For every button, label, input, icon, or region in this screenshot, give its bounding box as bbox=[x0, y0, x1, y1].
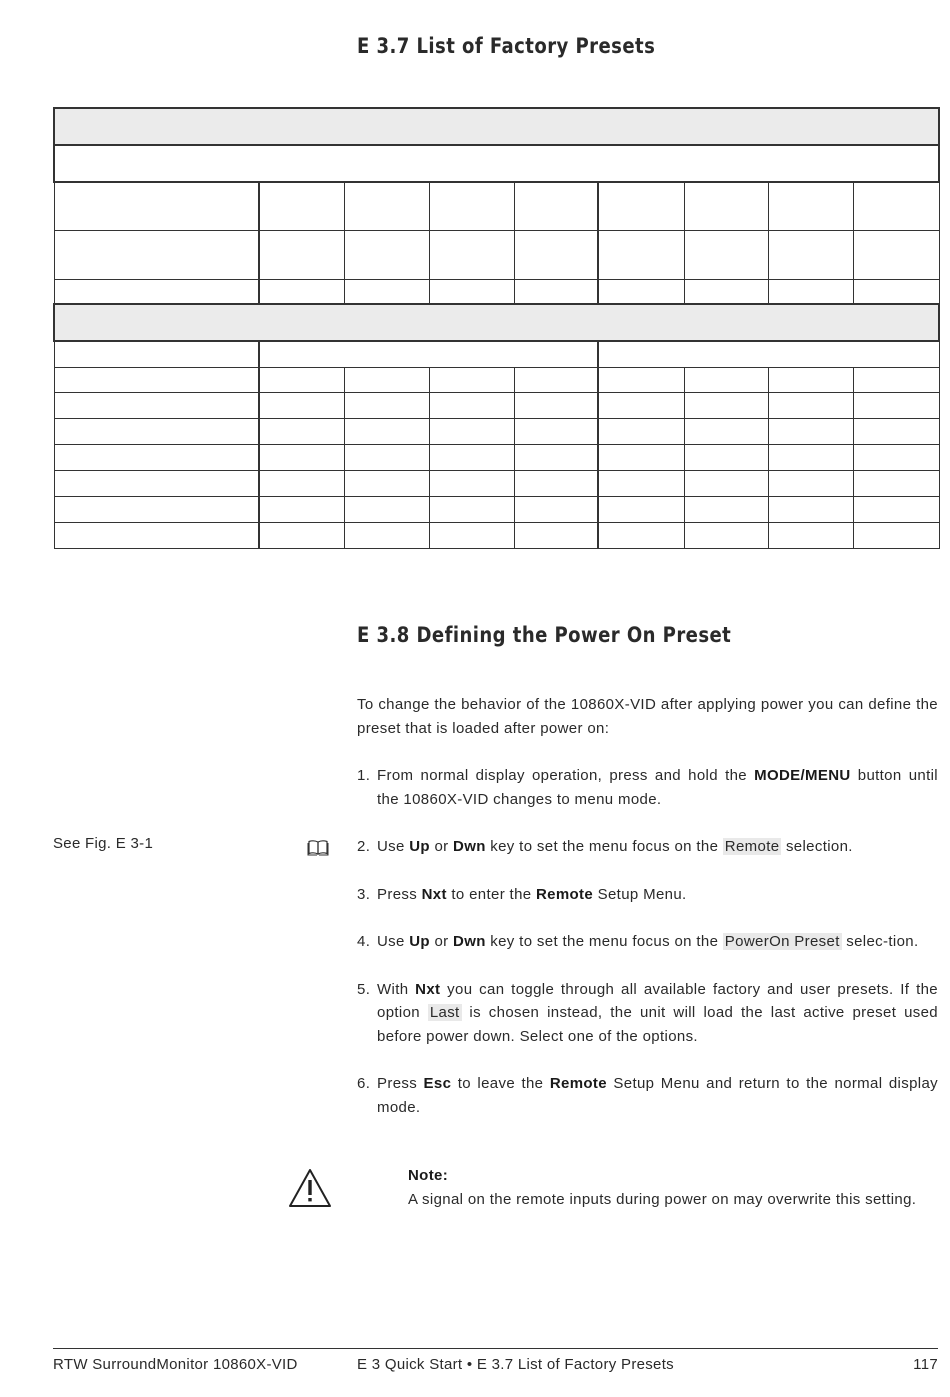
table-band-row bbox=[54, 304, 939, 341]
steps-list bbox=[357, 764, 938, 1119]
key-label: Nxt bbox=[415, 980, 441, 998]
steps-block bbox=[357, 764, 938, 1119]
list-item: 5. With Nxt you can toggle through all available factory and user presets. If the option Last is chosen instead, the unit will load the last active preset used before power down. Select one of the options. bbox=[357, 978, 938, 1049]
footer-chapter: E 3 Quick Start • E 3.7 List of Factory Presets bbox=[357, 1356, 674, 1373]
table-row bbox=[54, 522, 939, 548]
page-number: 117 bbox=[913, 1356, 938, 1373]
footer-divider bbox=[53, 1348, 938, 1349]
key-label: MODE/MENU bbox=[754, 767, 851, 784]
section-heading-factory-presets: E 3.7 List of Factory Presets bbox=[357, 34, 656, 58]
step-number: 6. bbox=[357, 1075, 371, 1092]
key-label: Up bbox=[409, 933, 430, 950]
list-item: 3. Press Nxt to enter the Remote Setup Menu. bbox=[357, 883, 938, 907]
note-box bbox=[408, 1164, 938, 1211]
step-number: 2. bbox=[357, 838, 371, 855]
table-row bbox=[54, 496, 939, 522]
section-heading-power-on-preset: E 3.8 Defining the Power On Preset bbox=[357, 623, 732, 647]
key-label: Dwn bbox=[453, 838, 486, 855]
step-number: 4. bbox=[357, 933, 371, 950]
table-header-row bbox=[54, 182, 939, 230]
book-icon bbox=[307, 839, 329, 861]
factory-presets-table bbox=[53, 107, 940, 549]
table-row bbox=[54, 444, 939, 470]
table-group-header-row bbox=[54, 341, 939, 367]
side-reference: See Fig. E 3-1 bbox=[53, 835, 154, 852]
table-row bbox=[54, 392, 939, 418]
note-title: Note: bbox=[408, 1167, 449, 1184]
key-label: Up bbox=[409, 838, 430, 855]
menu-item-highlight: Remote bbox=[724, 838, 780, 855]
step-number: 3. bbox=[357, 885, 371, 903]
table-band-row bbox=[54, 108, 939, 145]
key-label: Remote bbox=[535, 885, 594, 903]
key-label: Esc bbox=[423, 1075, 452, 1092]
footer-product-name: RTW SurroundMonitor 10860X-VID bbox=[53, 1356, 298, 1373]
step-number: 5. bbox=[357, 980, 371, 998]
intro-paragraph-block bbox=[357, 693, 938, 740]
table-row bbox=[54, 145, 939, 182]
menu-item-highlight: PowerOn Preset bbox=[724, 933, 840, 950]
list-item: 1. From normal display operation, press and hold the MODE/MENU button until the 10860X-VID changes to menu mode. bbox=[357, 764, 938, 811]
table-row bbox=[54, 470, 939, 496]
intro-paragraph: To change the behavior of the 10860X-VID after applying power you can define the preset that is loaded after power on: bbox=[357, 696, 938, 737]
note-text: A signal on the remote inputs during power on may overwrite this setting. bbox=[408, 1190, 917, 1208]
list-item: 2. Use Up or Dwn key to set the menu focus on the Remote selection. bbox=[357, 835, 938, 859]
list-item: 6. Press Esc to leave the Remote Setup Menu and return to the normal display mode. bbox=[357, 1072, 938, 1119]
key-label: Dwn bbox=[453, 933, 486, 950]
warning-triangle-icon bbox=[288, 1168, 332, 1213]
list-item: 4. Use Up or Dwn key to set the menu focus on the PowerOn Preset selec-tion. bbox=[357, 930, 938, 954]
table-row bbox=[54, 367, 939, 392]
menu-item-highlight: Last bbox=[429, 1004, 460, 1021]
table-row bbox=[54, 279, 939, 304]
step-number: 1. bbox=[357, 767, 371, 784]
table-row bbox=[54, 418, 939, 444]
table-row bbox=[54, 230, 939, 279]
key-label: Nxt bbox=[421, 885, 447, 903]
key-label: Remote bbox=[549, 1075, 607, 1092]
